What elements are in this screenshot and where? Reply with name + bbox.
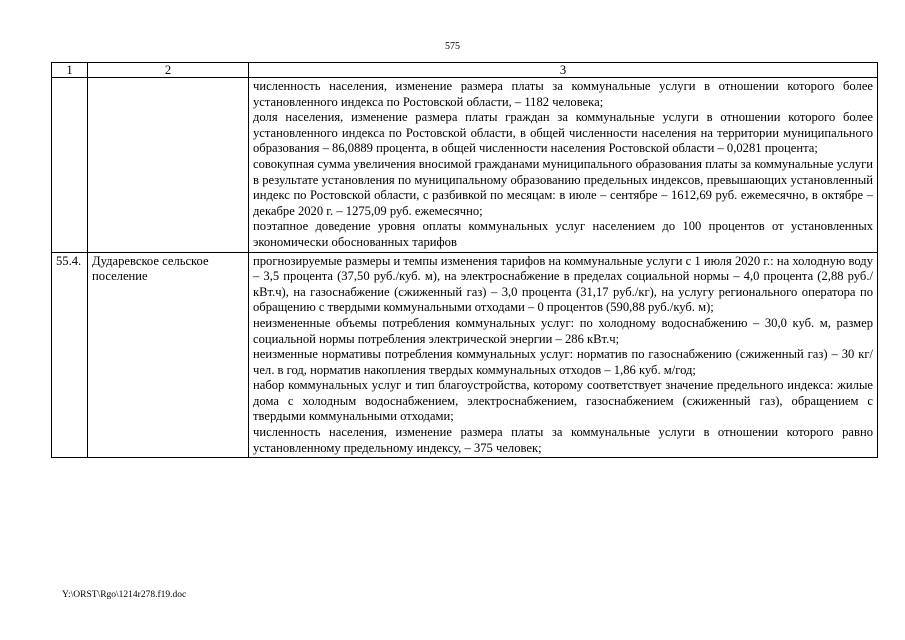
header-col-3: 3 bbox=[249, 63, 878, 78]
paragraph: поэтапное доведение уровня оплаты коммунальных услуг населением до 100 процентов от установленных экономически обоснованных тарифов bbox=[253, 219, 873, 249]
paragraph: неизмененные объемы потребления коммунальных услуг: по холодному водоснабжению – 30,0 куб. м, размер социальной нормы потребления электрической энергии – 286 кВт.ч; bbox=[253, 315, 873, 346]
row-number-cell bbox=[52, 78, 88, 253]
paragraph: неизменные нормативы потребления коммунальных услуг: норматив по газоснабжению (сжиженный газ) – 30 кг/чел. в год, норматив накопления твердых коммунальных отходов – 1,86 куб. м/год; bbox=[253, 347, 873, 377]
header-col-2: 2 bbox=[88, 63, 249, 78]
table-row bbox=[52, 78, 878, 253]
table-header-row bbox=[52, 63, 878, 78]
row-content-cell bbox=[249, 252, 878, 458]
paragraph: численность населения, изменение размера платы за коммунальные услуги в отношении которого более установленного индекса по Ростовской области, – 1182 человека; bbox=[253, 79, 873, 109]
paragraph: совокупная сумма увеличения вносимой гражданами муниципального образования платы за коммунальные услуги в результате установления по муниципальному образованию предельных индексов, превышающих установленный индекс по Ростовской области, с разбивкой по месяцам: в июле – сентябре – 1612,69 руб. ежемесячно, в октябре – декабре 2020 г. – 1275,09 руб. ежемесячно; bbox=[253, 156, 873, 218]
document-table bbox=[51, 62, 878, 458]
paragraph: прогнозируемые размеры и темпы изменения тарифов на коммунальные услуги с 1 июля 2020 г.: на холодную воду – 3,5 процента (37,50 руб./куб. м), на электроснабжение в пределах социальной нормы – 4,0 процента (2,88 руб./кВт.ч), на газоснабжение (сжиженный газ) – 3,0 процента (31,17 руб./кг), на услугу регионального оператора по обращению с твердыми коммунальными отходами – 0 процентов (590,88 руб./куб. м); bbox=[253, 253, 873, 315]
page-number: 575 bbox=[445, 41, 460, 52]
paragraph: численность населения, изменение размера платы за коммунальные услуги в отношении которого равно установленному предельному индексу, – 375 человек; bbox=[253, 425, 873, 455]
header-col-1: 1 bbox=[52, 63, 88, 78]
table-row bbox=[52, 252, 878, 458]
row-content-cell bbox=[249, 78, 878, 253]
paragraph: доля населения, изменение размера платы граждан за коммунальные услуги в отношении которого более установленного индекса по Ростовской области, в общей численности населения на территории муниципального образования – 86,0889 процента, в общей численности населения Ростовской области – 0,0281 процента; bbox=[253, 110, 873, 156]
row-name-cell: Дударевское сельское поселение bbox=[88, 252, 249, 458]
paragraph: набор коммунальных услуг и тип благоустройства, которому соответствует значение предельного индекса: жилые дома с холодным водоснабжением, электроснабжением, газоснабжением (сжиженный газ), обращением с твердыми коммунальными отходами; bbox=[253, 378, 873, 424]
file-path-footer: Y:\ORST\Rgo\1214r278.f19.doc bbox=[62, 590, 187, 600]
row-name-cell bbox=[88, 78, 249, 253]
row-number-cell: 55.4. bbox=[52, 252, 88, 458]
